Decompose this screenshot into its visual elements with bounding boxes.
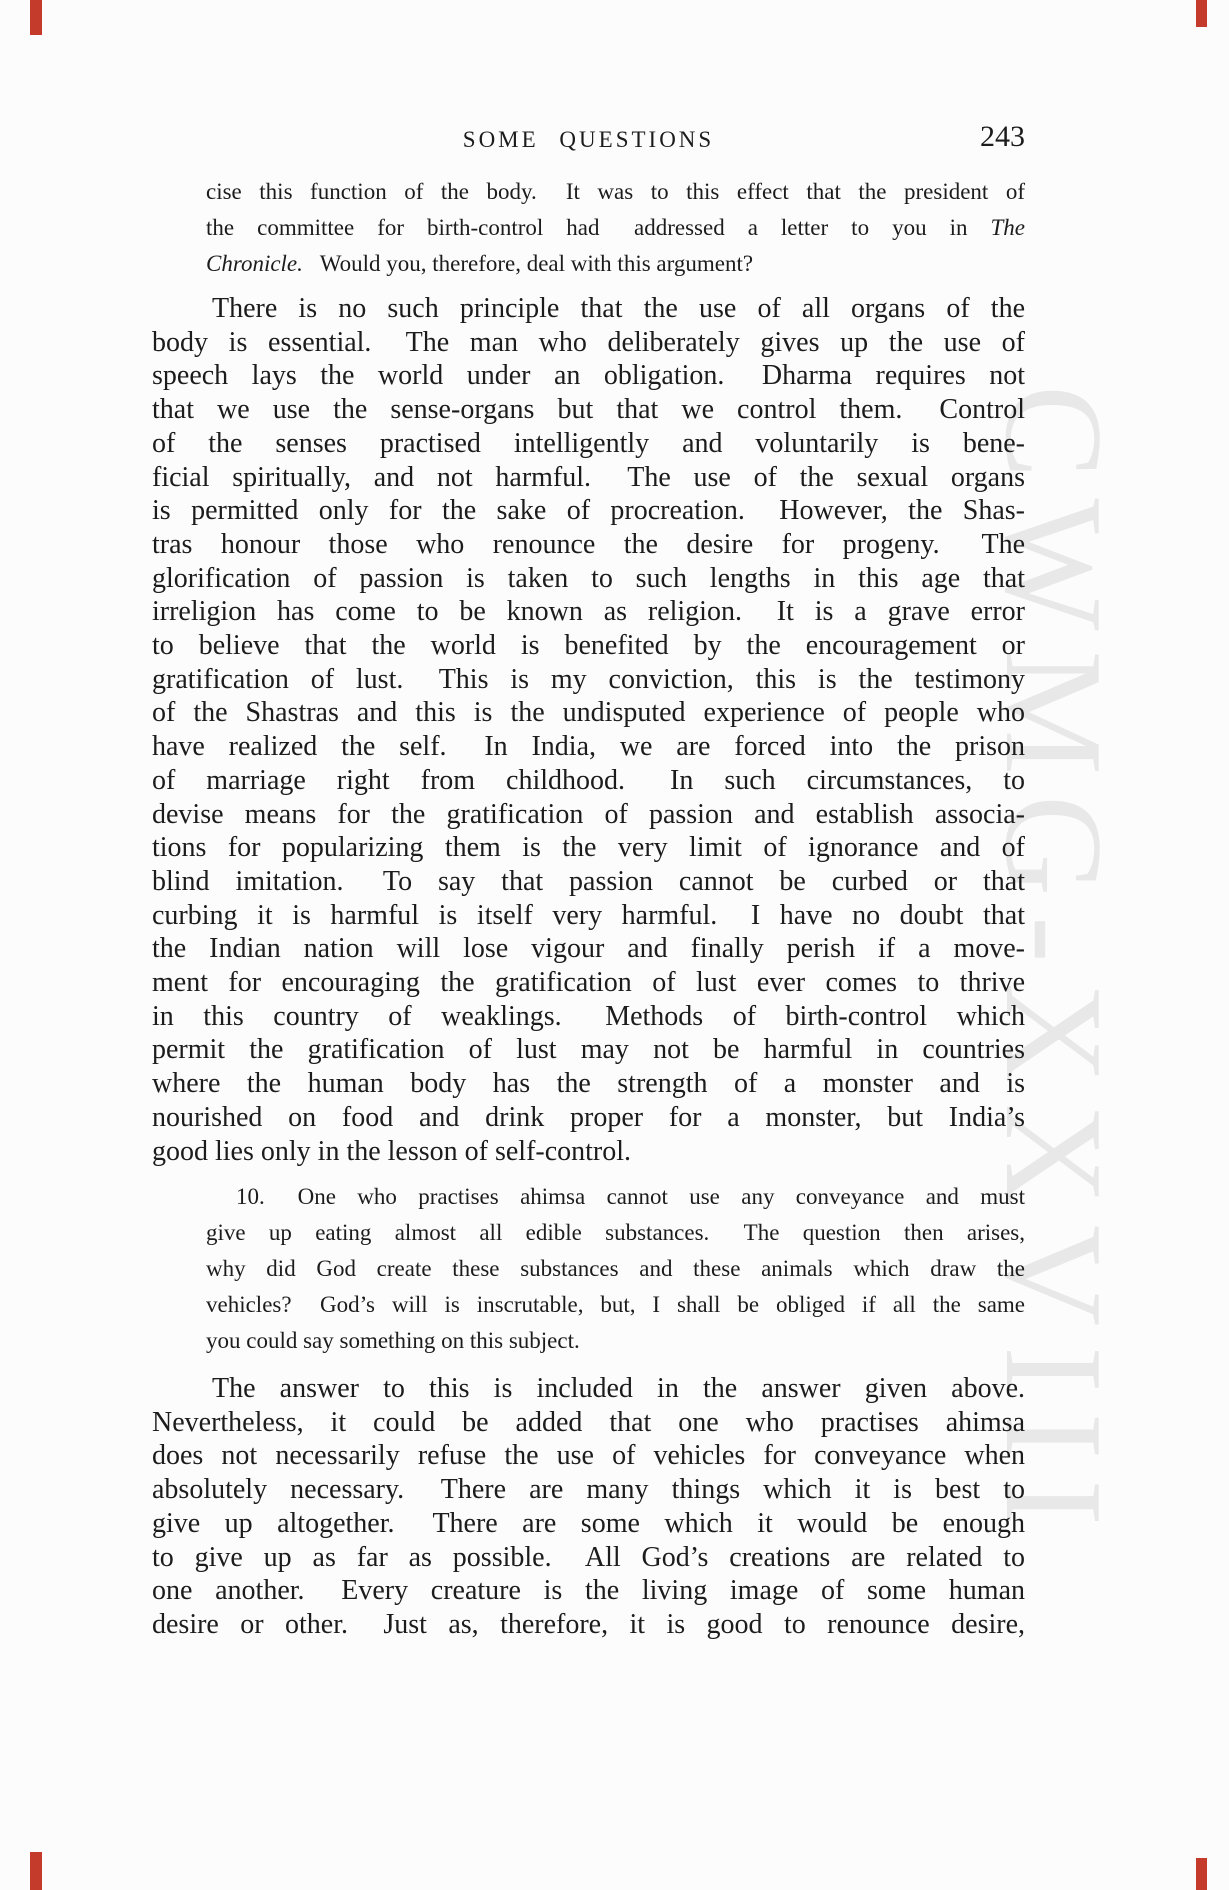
page-header bbox=[152, 122, 1025, 162]
text-line: the Indian nation will lose vigour and finally perish if a move- bbox=[152, 933, 1025, 965]
text-line: cise this function of the body. It was to this effect that the president of bbox=[206, 179, 1025, 204]
text-line: ficial spiritually, and not harmful. The use of the sexual organs bbox=[152, 461, 1025, 493]
text-line: blind imitation. To say that passion cannot be curbed or that bbox=[152, 865, 1025, 897]
text-line: glorification of passion is taken to such lengths in this age that bbox=[152, 562, 1025, 594]
text-line: absolutely necessary. There are many things which it is best to bbox=[152, 1474, 1025, 1506]
text-line: gratification of lust. This is my conviction, this is the testimony bbox=[152, 663, 1025, 695]
text-line: Chronicle. Would you, therefore, deal with this argument? bbox=[206, 251, 754, 276]
text-line: Nevertheless, it could be added that one who practises ahimsa bbox=[152, 1406, 1025, 1438]
text-line: irreligion has come to be known as religion. It is a grave error bbox=[152, 596, 1025, 628]
page-number: 243 bbox=[980, 120, 1025, 153]
text-line: that we use the sense-organs but that we control them. Control bbox=[152, 394, 1025, 426]
answer-paragraph-2 bbox=[152, 1372, 1025, 1642]
text-line: nourished on food and drink proper for a monster, but India’s bbox=[152, 1101, 1025, 1133]
text-line: where the human body has the strength of a monster and is bbox=[152, 1068, 1025, 1100]
text-line: permit the gratification of lust may not be harmful in countries bbox=[152, 1034, 1025, 1066]
text-line: tras honour those who renounce the desire for progeny. The bbox=[152, 528, 1025, 560]
red-edge-mark-top-right bbox=[1196, 0, 1207, 27]
text-line: The answer to this is included in the answer given above. bbox=[212, 1373, 1025, 1404]
text-line: devise means for the gratification of passion and establish associa- bbox=[152, 798, 1025, 830]
quoted-question-continuation bbox=[206, 174, 1025, 282]
text-line: does not necessarily refuse the use of vehicles for conveyance when bbox=[152, 1440, 1025, 1472]
answer-paragraph-1 bbox=[152, 292, 1025, 1168]
text-line: good lies only in the lesson of self-control. bbox=[152, 1135, 632, 1167]
text-line: is permitted only for the sake of procreation. However, the Shas- bbox=[152, 495, 1025, 527]
text-line: give up altogether. There are some which it would be enough bbox=[152, 1507, 1025, 1539]
text-line: of the Shastras and this is the undisputed experience of people who bbox=[152, 697, 1025, 729]
text-line: you could say something on this subject. bbox=[206, 1328, 580, 1353]
text-line: There is no such principle that the use of all organs of the bbox=[212, 293, 1025, 324]
text-line: in this country of weaklings. Methods of birth-control which bbox=[152, 1000, 1025, 1032]
text-line: the committee for birth-control had addressed a letter to you in The bbox=[206, 215, 1025, 240]
text-line: give up eating almost all edible substances. The question then arises, bbox=[206, 1220, 1025, 1245]
text-line: of marriage right from childhood. In such circumstances, to bbox=[152, 764, 1025, 796]
text-line: to give up as far as possible. All God’s creations are related to bbox=[152, 1541, 1025, 1573]
text-line: desire or other. Just as, therefore, it is good to renounce desire, bbox=[152, 1608, 1025, 1640]
running-head-title: SOME QUESTIONS bbox=[462, 127, 715, 152]
text-line: one another. Every creature is the living image of some human bbox=[152, 1575, 1025, 1607]
text-line: why did God create these substances and these animals which draw the bbox=[206, 1256, 1025, 1281]
text-line: body is essential. The man who deliberately gives up the use of bbox=[152, 326, 1025, 358]
text-line: speech lays the world under an obligation. Dharma requires not bbox=[152, 360, 1025, 392]
text-line: curbing it is harmful is itself very harmful. I have no doubt that bbox=[152, 899, 1025, 931]
text-line: have realized the self. In India, we are forced into the prison bbox=[152, 731, 1025, 763]
red-edge-mark-bottom-right bbox=[1196, 1858, 1207, 1890]
text-line: ment for encouraging the gratification of lust ever comes to thrive bbox=[152, 967, 1025, 999]
red-edge-mark-top-left bbox=[30, 0, 42, 35]
cwmg-volume-watermark: CWMG-XXVIII bbox=[976, 385, 1131, 1546]
text-line: tions for popularizing them is the very limit of ignorance and of bbox=[152, 832, 1025, 864]
text-line: to believe that the world is benefited by the encouragement or bbox=[152, 630, 1025, 662]
text-line: vehicles? God’s will is inscrutable, but, I shall be obliged if all the same bbox=[206, 1292, 1025, 1317]
red-edge-mark-bottom-left bbox=[30, 1852, 42, 1890]
text-line: 10. One who practises ahimsa cannot use any conveyance and must bbox=[236, 1184, 1025, 1209]
text-line: of the senses practised intelligently and voluntarily is bene- bbox=[152, 427, 1025, 459]
quoted-question-10 bbox=[206, 1179, 1025, 1359]
